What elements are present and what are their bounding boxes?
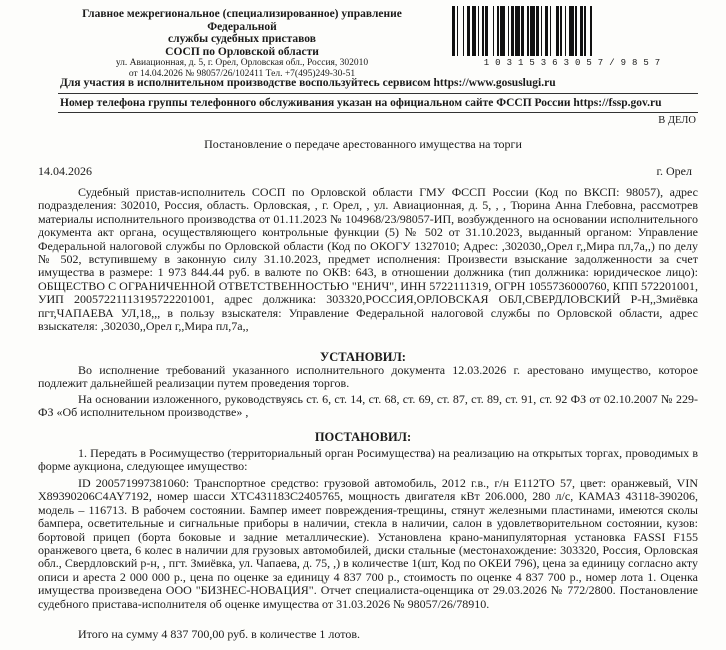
document-title: Постановление о передаче арестованного имущества на торги	[204, 137, 522, 151]
barcode-digits: 10315363057/9857	[483, 58, 667, 68]
document-city: г. Орел	[656, 164, 692, 178]
legal-basis-paragraph: На основании изложенного, руководствуясь ст. 6, ст. 14, ст. 68, ст. 69, ст. 87, ст. 89, ст. 91, ст. 92 ФЗ от 02.10.2007 № 229-ФЗ «Об исполнительном производстве» ,	[38, 392, 698, 420]
barcode-bar	[592, 6, 595, 56]
total-summary: Итого на сумму 4 837 700,00 руб. в количестве 1 лотов.	[78, 627, 360, 641]
issuer-header	[52, 8, 432, 80]
issuer-name-line1: Главное межрегиональное (специализированное) управление Федеральной	[82, 8, 402, 33]
phone-notice: Номер телефона группы телефонного обслуживания указан на официальном сайте ФССП России https://fssp.gov.ru	[60, 97, 662, 109]
issuer-department: СОСП по Орловской области	[165, 45, 319, 58]
property-description: ID 200571997381060: Транспортное средство: грузовой автомобиль, 2012 г.в., г/н Е112ТО 57, цвет: оранжевый, VIN X89390206C4AY7192, номер шасси XTC431183C2405765, мощность двигателя кВт 206.000, 280 л/с, КАМАЗ 43118-390206, модель – 116713. В рабочем состоянии. Бампер имеет повреждения-трещины, стянут железными пластинами, имеются сколы бампера, осветительные и сигнальные приборы в наличии, стекла в наличии, салон в удовлетворительном состоянии, кузов: бортовой прицеп (борта боковые и задние металлические). Установлена крано-манипуляторная установка FASSI F155 оранжевого цвета, 6 колес в наличии для грузовых автомобилей, диски стальные (местонахождение: 303320, Россия, Орловская обл., Свердловский р-н, , пгт. Змиёвка, ул. Чапаева, д. 75, ,) в количестве 1(шт, Код по ОКЕИ 796), цена за единицу согласно акту описи и ареста 2 000 000 р., цена по оценке за единицу 4 837 700 р., стоимость по оценке 4 837 700 р., номер лота 1. Оценка имущества произведена ООО "БИЗНЕС-НОВАЦИЯ". Отчет специалиста-оценщика от 29.03.2026 № 772/2800. Постановление судебного пристава-исполнителя об оценке имущества от 31.03.2026 № 98057/26/78910.	[38, 476, 698, 611]
heading-ustanovil: УСТАНОВИЛ:	[320, 350, 406, 364]
heading-postanovil: ПОСТАНОВИЛ:	[314, 430, 412, 444]
ruling-paragraph: 1. Передать в Росимущество (территориальный орган Росимущества) на реализацию на открытых торгах, проводимых в форме аукциона, следующее имущество:	[38, 446, 698, 474]
document-date: 14.04.2026	[38, 164, 92, 178]
gosuslugi-notice: Для участия в исполнительном производстве воспользуйтесь сервисом https://www.gosuslugi.ru	[60, 77, 556, 89]
divider	[58, 112, 698, 113]
issuer-address: ул. Авиационная, д. 5, г. Орел, Орловская обл., Россия, 302010	[115, 58, 369, 68]
barcode-bars	[452, 6, 698, 56]
filing-stamp: В ДЕЛО	[658, 115, 696, 126]
issuer-name-line2: службы судебных приставов	[168, 33, 316, 45]
preamble-paragraph: Судебный пристав-исполнитель СОСП по Орловской области ГМУ ФССП России (Код по ВКСП: 98057), адрес подразделения: 302010, Россия, область. Орловская, , г. Орел, , ул. Авиационная, д. 5, , , Тюрина Анна Глебовна, рассмотрев материалы исполнительного производства от 01.11.2023 № 104968/23/98057-ИП, возбужденного на основании исполнительного документа акт органа, осуществляющего контрольные функции (5) № 502 от 31.10.2023, выданный органом: Управление Федеральной налоговой службы по Орловской области (Код по ОКОГУ 1327010; Адрес: ,302030,,Орел г,,Мира пл,7а,,) по делу № 502, вступившему в законную силу 31.10.2023, предмет исполнения: Произвести взыскание задолженности за счет имущества в размере: 1 973 844.44 руб. в валюте по ОКВ: 643, в отношении должника (тип должника: юридическое лицо): ОБЩЕСТВО С ОГРАНИЧЕННОЙ ОТВЕТСТВЕННОСТЬЮ "ЕНИЧ", ИНН 5722111319, ОГРН 1055736000760, КПП 572201001, УИП 20057221113195722201001, адрес должника: 303320,РОССИЯ,ОРЛОВСКАЯ ОБЛ,СВЕРДЛОВСКИЙ Р-Н,,Змиёвка пгт,ЧАПАЕВА УЛ,18,,, в пользу взыскателя: Управление Федеральной налоговой службы по Орловской области, адрес взыскателя: ,302030,,Орел г,,Мира пл,7а,,	[38, 185, 698, 334]
issuer-reference: от 14.04.2026 № 98057/26/102411 Тел. +7(495)249-30-51	[128, 69, 356, 79]
document-barcode	[452, 6, 698, 68]
divider	[58, 93, 698, 94]
findings-paragraph: Во исполнение требований указанного исполнительного документа 12.03.2026 г. арестовано имущество, которое подлежит дальнейшей реализации путем проведения торгов.	[38, 363, 698, 391]
